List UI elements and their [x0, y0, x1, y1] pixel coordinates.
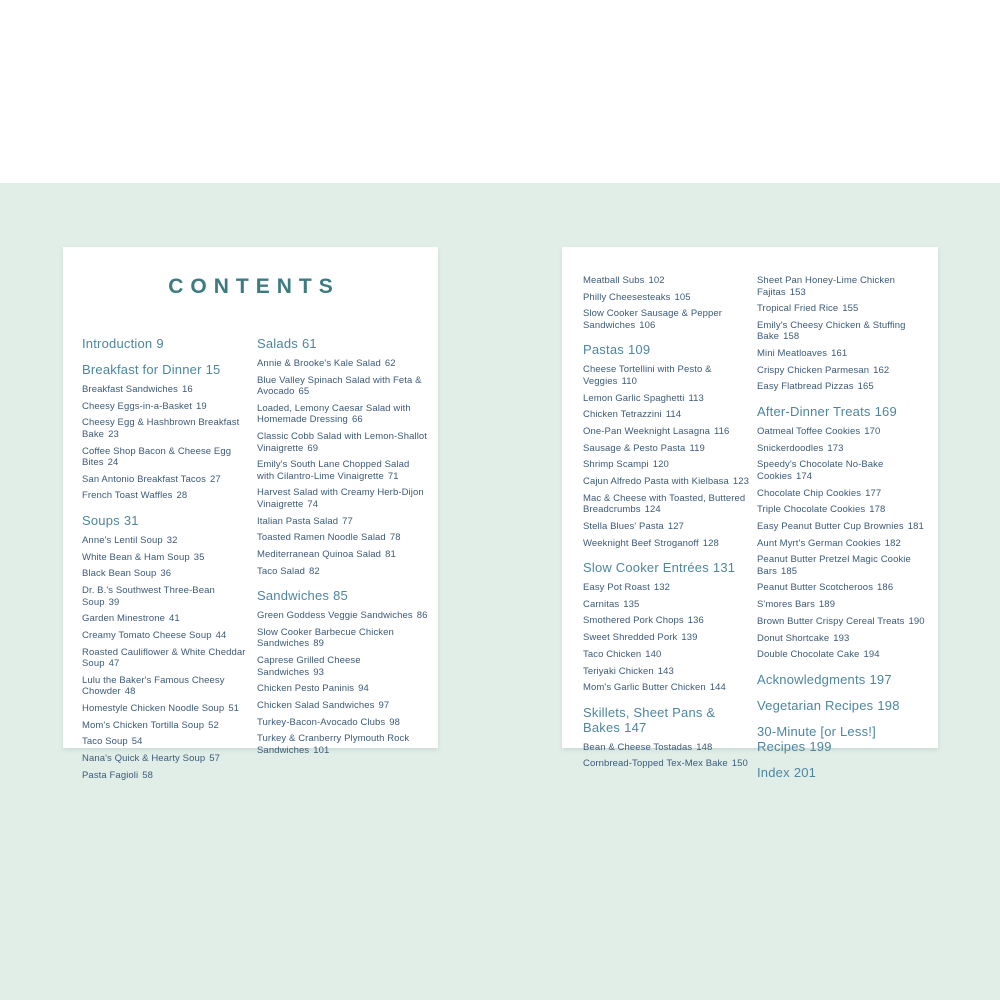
entry-page-number: 119 — [689, 442, 705, 454]
toc-entry — [583, 308, 751, 331]
entry-label: French Toast Waffles — [82, 490, 173, 502]
entry-page-number: 194 — [863, 649, 880, 661]
entry-label: Skillets, Sheet Pans & Bakes — [583, 704, 716, 735]
entry-page-number: 123 — [732, 476, 750, 487]
toc-entry — [583, 493, 751, 516]
entry-page-number: 136 — [687, 615, 704, 627]
entry-page-number: 135 — [623, 598, 640, 610]
toc-section-heading — [257, 336, 429, 351]
entry-label: Classic Cobb Salad with Lemon-Shallot Vinaigrette — [257, 431, 428, 454]
toc-entry — [757, 616, 929, 628]
toc-entry — [257, 403, 429, 426]
toc-entry — [82, 417, 251, 440]
toc-section-heading — [82, 513, 251, 528]
entry-label: Creamy Tomato Cheese Soup — [82, 629, 212, 641]
entry-page-number: 24 — [107, 457, 119, 469]
toc-entry — [757, 582, 929, 594]
toc-entry — [257, 431, 429, 454]
toc-section-heading — [583, 342, 751, 357]
toc-entry — [757, 504, 929, 516]
toc-entry — [257, 700, 429, 712]
entry-label: Oatmeal Toffee Cookies — [757, 425, 861, 437]
entry-label: Black Bean Soup — [82, 568, 157, 580]
entry-page-number: 85 — [333, 588, 348, 604]
toc-entry — [257, 358, 429, 370]
entry-label: Index — [757, 764, 790, 780]
entry-label: Breakfast for Dinner — [82, 362, 202, 377]
entry-label: Salads — [257, 336, 298, 351]
toc-entry — [257, 487, 429, 510]
entry-page-number: 178 — [869, 504, 886, 516]
entry-label: Teriyaki Chicken — [583, 665, 654, 677]
entry-label: Harvest Salad with Creamy Herb-Dijon Vinaigrette — [257, 487, 424, 510]
entry-label: Chicken Salad Sandwiches — [257, 699, 375, 711]
entry-label: Cheesy Egg & Hashbrown Breakfast Bake — [82, 417, 240, 440]
toc-entry — [257, 459, 429, 482]
entry-label: One-Pan Weeknight Lasagna — [583, 425, 710, 437]
entry-page-number: 78 — [389, 532, 401, 544]
entry-page-number: 62 — [384, 358, 396, 369]
toc-entry — [583, 742, 751, 754]
contents-title: CONTENTS — [168, 275, 340, 298]
entry-page-number: 36 — [160, 568, 172, 580]
entry-page-number: 77 — [342, 515, 353, 527]
toc-column-left — [583, 275, 751, 775]
entry-page-number: 105 — [674, 291, 691, 303]
entry-label: Coffee Shop Bacon & Cheese Egg Bites — [82, 445, 232, 469]
entry-page-number: 16 — [182, 384, 193, 395]
toc-entry — [82, 647, 251, 670]
toc-column-right — [757, 275, 929, 787]
entry-label: Sausage & Pesto Pasta — [583, 442, 686, 454]
entry-label: Sandwiches — [257, 588, 330, 604]
toc-entry — [583, 615, 751, 627]
toc-entry — [583, 476, 751, 488]
toc-section-heading — [583, 560, 751, 575]
entry-label: Soups — [82, 512, 120, 528]
entry-page-number: 54 — [131, 736, 143, 748]
toc-entry — [583, 538, 751, 550]
entry-label: Brown Butter Crispy Cereal Treats — [757, 615, 905, 627]
toc-entry — [82, 753, 251, 765]
entry-label: Introduction — [82, 336, 153, 351]
toc-entry — [757, 365, 929, 377]
entry-page-number: 120 — [652, 459, 669, 471]
entry-page-number: 47 — [108, 658, 120, 670]
entry-page-number: 190 — [908, 615, 925, 627]
entry-page-number: 153 — [789, 286, 806, 298]
entry-page-number: 116 — [713, 425, 730, 437]
entry-label: White Bean & Ham Soup — [82, 551, 190, 563]
entry-page-number: 186 — [877, 582, 894, 594]
toc-entry — [757, 633, 929, 645]
entry-label: Green Goddess Veggie Sandwiches — [257, 610, 413, 622]
entry-page-number: 51 — [228, 702, 240, 714]
entry-label: Philly Cheesesteaks — [583, 291, 671, 303]
entry-page-number: 148 — [696, 741, 713, 753]
entry-page-number: 147 — [624, 719, 647, 735]
toc-entry — [82, 474, 251, 486]
entry-page-number: 9 — [156, 336, 164, 351]
toc-entry — [82, 675, 251, 698]
toc-section-heading — [82, 362, 251, 377]
toc-entry — [82, 568, 251, 580]
entry-label: Roasted Cauliflower & White Cheddar Soup — [82, 646, 246, 670]
entry-page-number: 131 — [712, 560, 736, 576]
toc-entry — [757, 538, 929, 550]
entry-label: Annie & Brooke's Kale Salad — [257, 358, 381, 369]
entry-page-number: 66 — [351, 414, 363, 426]
entry-page-number: 35 — [193, 551, 205, 563]
entry-page-number: 97 — [378, 699, 390, 711]
entry-page-number: 61 — [301, 336, 317, 351]
entry-page-number: 165 — [857, 381, 874, 393]
entry-label: Nana's Quick & Hearty Soup — [82, 753, 206, 764]
entry-page-number: 44 — [215, 629, 227, 641]
toc-entry — [583, 409, 751, 421]
entry-label: Mom's Chicken Tortilla Soup — [82, 719, 205, 731]
toc-section-heading — [757, 765, 929, 780]
entry-label: Turkey & Cranberry Plymouth Rock Sandwiches — [257, 733, 410, 756]
toc-entry — [82, 630, 251, 642]
toc-entry — [82, 585, 251, 608]
entry-label: Slow Cooker Entrées — [583, 560, 709, 576]
entry-page-number: 27 — [210, 473, 221, 485]
entry-label: Peanut Butter Scotcheroos — [757, 582, 874, 594]
entry-page-number: 41 — [169, 613, 180, 625]
entry-label: Mac & Cheese with Toasted, Buttered Breadcrumbs — [583, 492, 746, 516]
entry-label: Sheet Pan Honey-Lime Chicken Fajitas — [757, 275, 895, 298]
toc-entry — [583, 666, 751, 678]
entry-label: Taco Salad — [257, 565, 306, 577]
entry-page-number: 101 — [313, 744, 330, 756]
toc-entry — [82, 535, 251, 547]
toc-entry — [583, 393, 751, 405]
toc-entry — [583, 443, 751, 455]
entry-label: Pastas — [583, 342, 624, 358]
toc-entry — [757, 426, 929, 438]
toc-section-heading — [757, 698, 929, 713]
entry-page-number: 31 — [123, 512, 139, 528]
toc-entry — [757, 599, 929, 611]
entry-label: Taco Soup — [82, 736, 128, 748]
entry-label: Weeknight Beef Stroganoff — [583, 537, 699, 549]
toc-entry — [583, 599, 751, 611]
toc-entry — [583, 582, 751, 594]
toc-entry — [757, 488, 929, 500]
entry-label: Homestyle Chicken Noodle Soup — [82, 702, 225, 714]
entry-label: Lulu the Baker's Famous Cheesy Chowder — [82, 674, 225, 698]
entry-page-number: 140 — [645, 648, 662, 660]
entry-page-number: 143 — [657, 665, 674, 677]
entry-label: Cornbread-Topped Tex-Mex Bake — [583, 758, 728, 770]
entry-page-number: 173 — [827, 442, 844, 454]
entry-label: Lemon Garlic Spaghetti — [583, 392, 685, 404]
entry-label: Tropical Fried Rice — [757, 303, 839, 315]
entry-label: Cheesy Eggs-in-a-Basket — [82, 400, 193, 412]
entry-page-number: 197 — [869, 671, 892, 687]
toc-entry — [82, 401, 251, 413]
entry-label: Dr. B.'s Southwest Three-Bean Soup — [82, 585, 215, 608]
toc-entry — [757, 443, 929, 455]
toc-entry — [257, 733, 429, 756]
entry-page-number: 144 — [709, 682, 726, 694]
toc-entry — [257, 532, 429, 544]
entry-page-number: 23 — [108, 428, 119, 440]
right-page — [562, 247, 938, 780]
toc-entry — [257, 655, 429, 678]
entry-page-number: 177 — [865, 487, 882, 499]
entry-page-number: 150 — [731, 758, 748, 770]
entry-page-number: 114 — [665, 409, 682, 421]
entry-page-number: 127 — [667, 520, 684, 532]
toc-entry — [583, 632, 751, 644]
entry-page-number: 181 — [907, 520, 924, 532]
entry-page-number: 169 — [874, 403, 897, 419]
entry-label: Slow Cooker Sausage & Pepper Sandwiches — [583, 308, 723, 331]
toc-entry — [583, 758, 751, 770]
entry-label: Turkey-Bacon-Avocado Clubs — [257, 716, 386, 728]
entry-label: Breakfast Sandwiches — [82, 384, 178, 395]
entry-page-number: 189 — [818, 599, 836, 611]
entry-page-number: 139 — [681, 632, 698, 644]
entry-page-number: 182 — [884, 537, 901, 549]
entry-label: Easy Flatbread Pizzas — [757, 381, 854, 393]
toc-section-heading — [757, 724, 929, 754]
entry-label: Triple Chocolate Cookies — [757, 504, 866, 516]
entry-page-number: 19 — [196, 400, 207, 412]
toc-section-heading — [757, 672, 929, 687]
toc-entry — [757, 649, 929, 661]
entry-page-number: 71 — [387, 470, 399, 482]
entry-label: Sweet Shredded Pork — [583, 632, 678, 644]
entry-page-number: 48 — [124, 686, 136, 698]
toc-entry — [583, 521, 751, 533]
toc-entry — [583, 649, 751, 661]
entry-label: Donut Shortcake — [757, 632, 830, 644]
entry-page-number: 124 — [644, 504, 661, 516]
entry-label: Shrimp Scampi — [583, 459, 649, 471]
entry-label: After-Dinner Treats — [757, 403, 871, 419]
toc-section-heading — [257, 588, 429, 603]
toc-entry — [257, 610, 429, 622]
entry-label: Blue Valley Spinach Salad with Feta & Avocado — [257, 374, 422, 398]
entry-page-number: 81 — [385, 549, 396, 560]
toc-entry — [583, 364, 751, 387]
entry-label: Carnitas — [583, 598, 620, 610]
entry-page-number: 58 — [142, 769, 153, 781]
entry-label: Acknowledgments — [757, 671, 866, 687]
entry-label: Peanut Butter Pretzel Magic Cookie Bars — [757, 554, 911, 577]
entry-label: Mini Meatloaves — [757, 348, 828, 360]
entry-page-number: 52 — [208, 719, 219, 731]
toc-column-right — [257, 336, 429, 762]
entry-page-number: 155 — [842, 303, 859, 315]
entry-label: Chicken Tetrazzini — [583, 409, 662, 421]
entry-label: Cajun Alfredo Pasta with Kielbasa — [583, 476, 729, 487]
entry-label: Aunt Myrt's German Cookies — [757, 537, 881, 549]
entry-label: Mom's Garlic Butter Chicken — [583, 682, 706, 694]
entry-page-number: 106 — [639, 319, 656, 331]
entry-label: Emily's South Lane Chopped Salad with Cilantro-Lime Vinaigrette — [257, 459, 410, 482]
entry-label: Easy Pot Roast — [583, 582, 650, 594]
toc-entry — [757, 275, 929, 298]
toc-entry — [82, 613, 251, 625]
left-page — [63, 247, 438, 781]
toc-entry — [82, 446, 251, 469]
toc-entry — [257, 549, 429, 561]
toc-entry — [757, 459, 929, 482]
entry-page-number: 128 — [702, 537, 719, 549]
toc-entry — [757, 320, 929, 343]
entry-label: Stella Blues' Pasta — [583, 520, 664, 532]
toc-entry — [757, 554, 929, 577]
toc-entry — [82, 720, 251, 732]
toc-entry — [757, 348, 929, 360]
entry-page-number: 98 — [389, 716, 401, 728]
entry-page-number: 109 — [627, 342, 651, 358]
entry-page-number: 32 — [166, 534, 178, 546]
entry-page-number: 86 — [416, 610, 428, 622]
entry-label: Bean & Cheese Tostadas — [583, 741, 693, 753]
entry-label: Double Chocolate Cake — [757, 649, 860, 661]
toc-entry — [583, 275, 751, 287]
entry-page-number: 162 — [873, 364, 890, 376]
entry-page-number: 15 — [205, 362, 221, 377]
toc-entry — [82, 490, 251, 502]
entry-label: 30-Minute [or Less!] Recipes — [757, 723, 876, 754]
entry-page-number: 185 — [780, 565, 798, 577]
entry-label: San Antonio Breakfast Tacos — [82, 473, 206, 485]
entry-page-number: 174 — [796, 470, 813, 482]
toc-entry — [583, 292, 751, 304]
toc-entry — [583, 459, 751, 471]
entry-page-number: 102 — [648, 275, 665, 286]
entry-label: Taco Chicken — [583, 648, 642, 660]
toc-entry — [82, 384, 251, 396]
entry-label: Pasta Fagioli — [82, 769, 139, 781]
entry-label: Chocolate Chip Cookies — [757, 487, 862, 499]
entry-page-number: 198 — [877, 697, 900, 713]
toc-entry — [757, 381, 929, 393]
toc-entry — [757, 303, 929, 315]
toc-entry — [82, 770, 251, 782]
toc-entry — [257, 627, 429, 650]
entry-label: Crispy Chicken Parmesan — [757, 364, 870, 376]
entry-page-number: 193 — [833, 632, 850, 644]
toc-entry — [583, 682, 751, 694]
entry-label: Slow Cooker Barbecue Chicken Sandwiches — [257, 626, 394, 650]
entry-label: Toasted Ramen Noodle Salad — [257, 532, 386, 544]
toc-entry — [257, 717, 429, 729]
entry-page-number: 28 — [176, 490, 188, 502]
entry-page-number: 74 — [307, 498, 319, 510]
entry-page-number: 69 — [307, 442, 319, 454]
toc-entry — [757, 521, 929, 533]
toc-entry — [257, 683, 429, 695]
entry-label: Caprese Grilled Cheese Sandwiches — [257, 655, 361, 678]
entry-label: Easy Peanut Butter Cup Brownies — [757, 520, 904, 532]
entry-label: Vegetarian Recipes — [757, 697, 874, 713]
entry-page-number: 82 — [309, 565, 320, 577]
toc-entry — [257, 566, 429, 578]
toc-entry — [82, 552, 251, 564]
entry-page-number: 89 — [313, 638, 325, 650]
toc-entry — [82, 736, 251, 748]
entry-label: Anne's Lentil Soup — [82, 534, 163, 546]
entry-label: Emily's Cheesy Chicken & Stuffing Bake — [757, 319, 906, 343]
toc-section-heading — [82, 336, 251, 351]
entry-label: Mediterranean Quinoa Salad — [257, 549, 382, 560]
toc-column-left — [82, 336, 251, 786]
entry-page-number: 57 — [209, 753, 221, 764]
entry-label: Speedy's Chocolate No-Bake Cookies — [757, 459, 884, 482]
entry-page-number: 39 — [108, 596, 120, 608]
toc-section-heading — [757, 404, 929, 419]
entry-page-number: 113 — [688, 392, 704, 404]
entry-page-number: 110 — [621, 375, 637, 387]
entry-page-number: 199 — [809, 738, 832, 754]
toc-entry — [583, 426, 751, 438]
entry-label: Chicken Pesto Paninis — [257, 683, 355, 695]
entry-page-number: 161 — [831, 348, 848, 360]
entry-label: Italian Pasta Salad — [257, 515, 339, 527]
entry-label: Meatball Subs — [583, 275, 645, 286]
toc-section-heading — [583, 705, 751, 735]
entry-label: Loaded, Lemony Caesar Salad with Homemade Dressing — [257, 402, 411, 426]
entry-page-number: 170 — [864, 425, 881, 437]
entry-label: Cheese Tortellini with Pesto & Veggies — [583, 364, 712, 387]
entry-page-number: 93 — [313, 666, 325, 678]
entry-label: S'mores Bars — [757, 599, 815, 611]
entry-page-number: 132 — [653, 582, 671, 594]
entry-label: Garden Minestrone — [82, 613, 166, 625]
toc-entry — [82, 703, 251, 715]
toc-entry — [257, 516, 429, 528]
entry-page-number: 94 — [358, 683, 369, 695]
entry-page-number: 65 — [298, 386, 310, 398]
entry-label: Smothered Pork Chops — [583, 615, 684, 627]
entry-page-number: 158 — [783, 331, 800, 343]
entry-page-number: 201 — [793, 764, 817, 780]
toc-entry — [257, 375, 429, 398]
entry-label: Snickerdoodles — [757, 442, 824, 454]
